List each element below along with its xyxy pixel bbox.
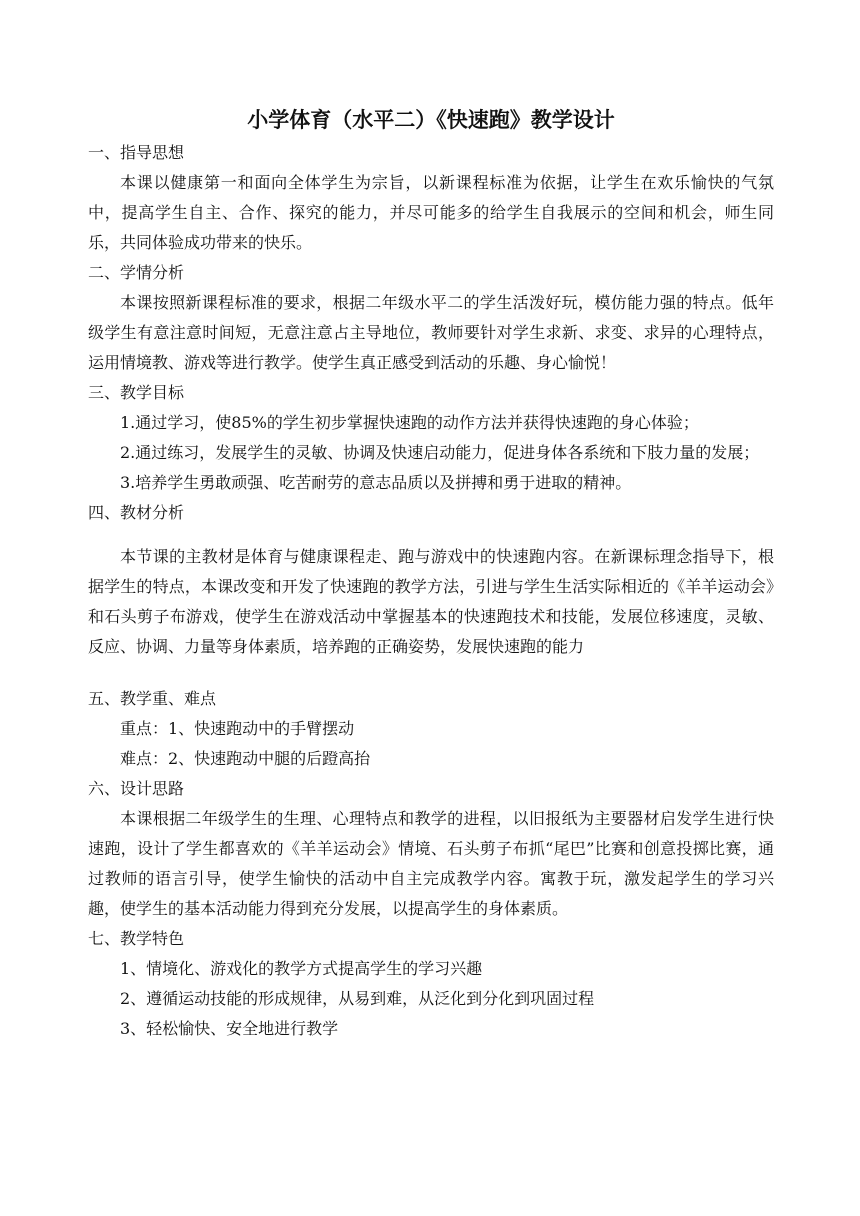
list-item: 1、情境化、游戏化的教学方式提高学生的学习兴趣 <box>120 959 483 978</box>
section-teaching-features <box>88 924 774 1044</box>
section-paragraph: 本课按照新课程标准的要求，根据二年级水平二的学生活泼好玩，模仿能力强的特点。低年级学生有意注意时间短，无意注意占主导地位，教师要针对学生求新、求变、求异的心理特点，运用情境教、游戏等进行教学。使学生真正感受到活动的乐趣、身心愉悦！ <box>88 293 774 372</box>
list-item: 1.通过学习，使85%的学生初步掌握快速跑的动作方法并获得快速跑的身心体验； <box>120 413 699 432</box>
section-design-ideas <box>88 774 774 924</box>
section-heading: 一、指导思想 <box>88 143 185 162</box>
spacer <box>88 528 774 542</box>
section-heading: 七、教学特色 <box>88 929 185 948</box>
section-student-analysis <box>88 258 774 378</box>
list-item: 3.培养学生勇敢顽强、吃苦耐劳的意志品质以及拼搏和勇于进取的精神。 <box>120 473 632 492</box>
section-material-analysis <box>88 498 774 662</box>
section-heading: 三、教学目标 <box>88 383 185 402</box>
section-heading: 五、教学重、难点 <box>88 689 217 708</box>
section-paragraph: 本课以健康第一和面向全体学生为宗旨，以新课程标准为依据，让学生在欢乐愉快的气氛中，提高学生自主、合作、探究的能力，并尽可能多的给学生自我展示的空间和机会，师生同乐，共同体验成功带来的快乐。 <box>88 173 774 252</box>
section-heading: 六、设计思路 <box>88 779 185 798</box>
section-guiding-ideology <box>88 138 774 258</box>
section-heading: 四、教材分析 <box>88 503 185 522</box>
document-title: 小学体育（水平二）《快速跑》教学设计 <box>247 108 615 132</box>
spacer <box>88 662 774 684</box>
list-item: 3、轻松愉快、安全地进行教学 <box>120 1019 339 1038</box>
list-item: 2.通过练习，发展学生的灵敏、协调及快速启动能力，促进身体各系统和下肢力量的发展； <box>120 443 760 462</box>
section-teaching-goals <box>88 378 774 498</box>
section-heading: 二、学情分析 <box>88 263 185 282</box>
section-paragraph: 本课根据二年级学生的生理、心理特点和教学的进程，以旧报纸为主要器材启发学生进行快速跑，设计了学生都喜欢的《羊羊运动会》情境、石头剪子布抓“尾巴”比赛和创意投掷比赛，通过教师的语言引导，使学生愉快的活动中自主完成教学内容。寓教于玩，激发起学生的学习兴趣，使学生的基本活动能力得到充分发展，以提高学生的身体素质。 <box>88 809 774 918</box>
list-item: 难点：2、快速跑动中腿的后蹬高抬 <box>120 749 371 768</box>
section-paragraph: 本节课的主教材是体育与健康课程走、跑与游戏中的快速跑内容。在新课标理念指导下，根据学生的特点，本课改变和开发了快速跑的教学方法，引进与学生生活实际相近的《羊羊运动会》和石头剪子布游戏，使学生在游戏活动中掌握基本的快速跑技术和技能，发展位移速度，灵敏、反应、协调、力量等身体素质，培养跑的正确姿势，发展快速跑的能力 <box>88 547 774 656</box>
list-item: 重点：1、快速跑动中的手臂摆动 <box>120 719 355 738</box>
list-item: 2、遵循运动技能的形成规律，从易到难，从泛化到分化到巩固过程 <box>120 989 595 1008</box>
section-key-points <box>88 684 774 774</box>
